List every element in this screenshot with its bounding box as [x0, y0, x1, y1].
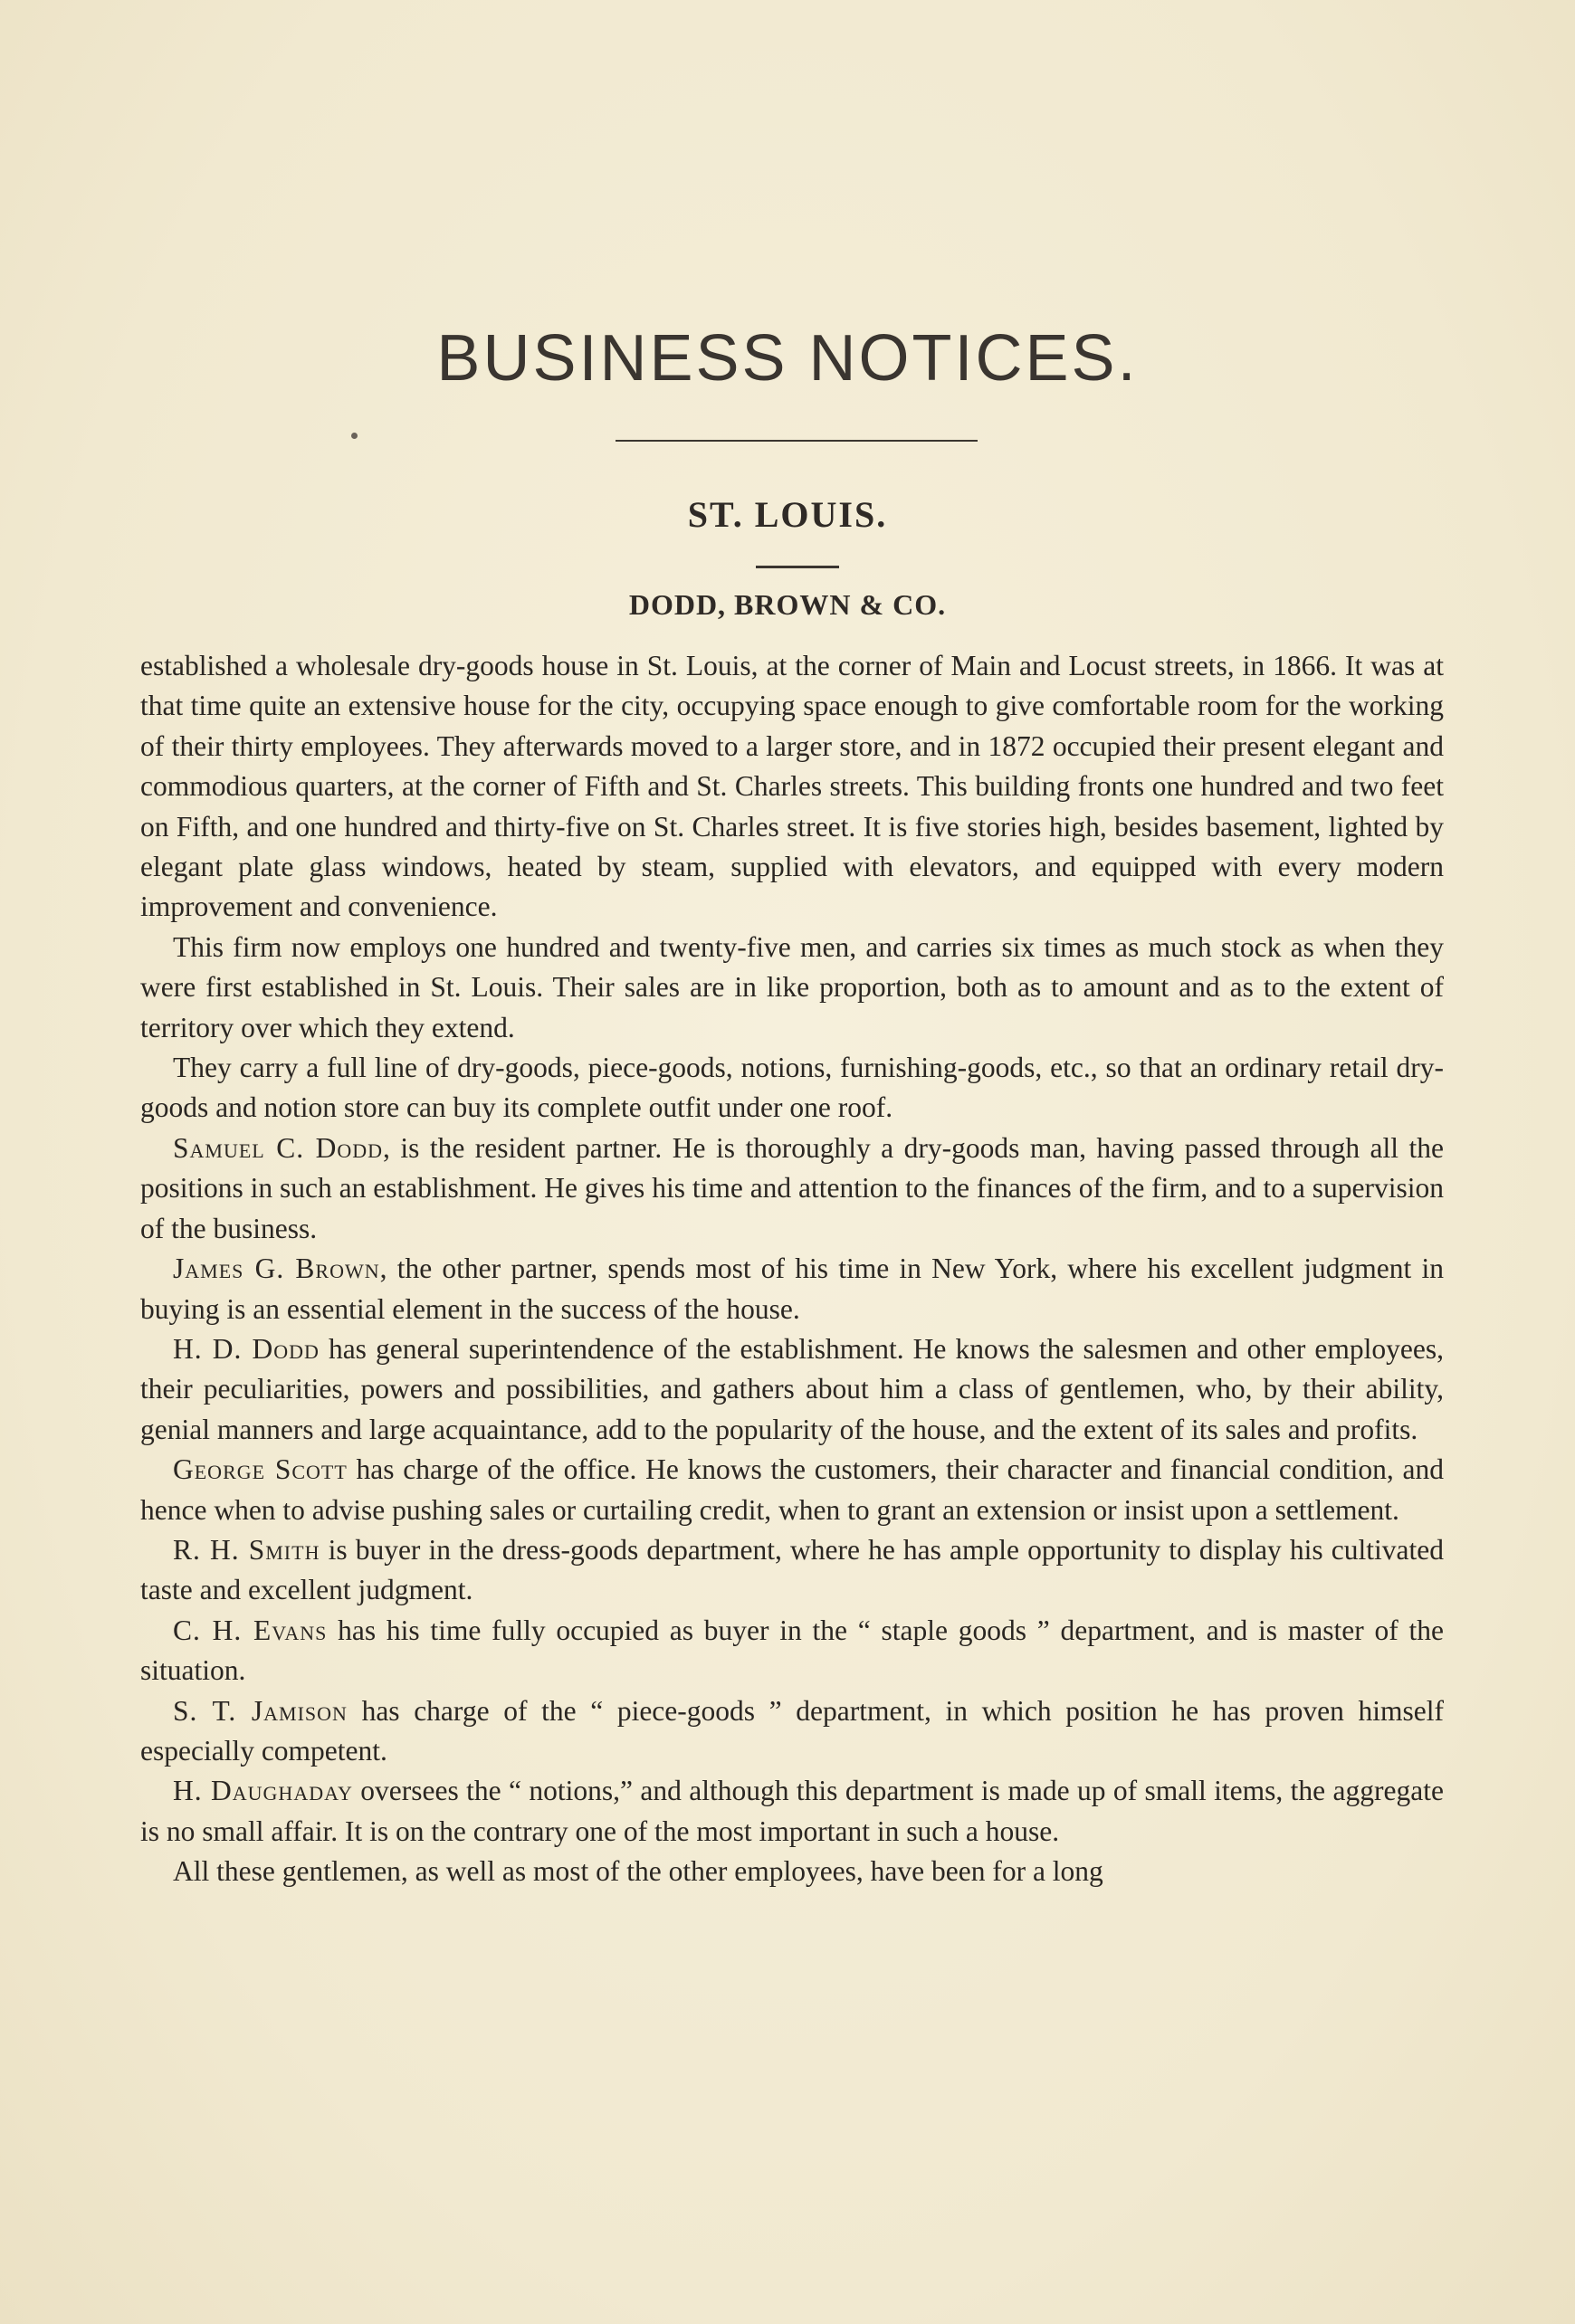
paragraph-text: , the other partner, spends most of his time in New York, where his excellent judgment in buying is an essential element in the success of the house.: [140, 1252, 1444, 1325]
paragraph-hd-dodd: [140, 1329, 1444, 1450]
article-body: [140, 646, 1444, 1892]
person-name: R. H. Smith: [173, 1533, 320, 1566]
section-heading-city: ST. LOUIS.: [687, 494, 888, 535]
paragraph-closing: All these gentlemen, as well as most of the other employees, have been for a long: [173, 1855, 1103, 1888]
paragraph-samuel-dodd: [140, 1129, 1444, 1249]
paragraph-text: has general superintendence of the establishment. He knows the salesmen and other employees, their peculiarities, powers and possibilities, and gathers about him a class of gentlemen, who, by their ability, genial manners and large acquaintance, add to the popularity of the house, and the extent of its sales and profits.: [140, 1332, 1444, 1445]
person-name: H. D. Dodd: [173, 1332, 320, 1365]
paragraph-intro-2: This firm now employs one hundred and twenty-five men, and carries six times as much stock as when they were first established in St. Louis. Their sales are in like proportion, both as to amount and as to the extent of territory over which they extend.: [140, 930, 1444, 1043]
paragraph-intro-3: They carry a full line of dry-goods, piece-goods, notions, furnishing-goods, etc., so that an ordinary retail dry-goods and notion store can buy its complete outfit under one roof.: [140, 1052, 1444, 1124]
paragraph-text: has his time fully occupied as buyer in the “ staple goods ” department, and is master of the situation.: [140, 1614, 1444, 1687]
paragraph-james-brown: [140, 1249, 1444, 1329]
person-name: George Scott: [173, 1453, 348, 1486]
paragraph-george-scott: [140, 1450, 1444, 1530]
firm-heading: DODD, BROWN & CO.: [628, 588, 947, 621]
paragraph-text: is buyer in the dress-goods department, where he has ample opportunity to display his cultivated taste and excellent judgment.: [140, 1533, 1444, 1606]
paragraph-text: oversees the “ notions,” and although this department is made up of small items, the aggregate is no small affair. It is on the contrary one of the most important in such a house.: [140, 1775, 1444, 1847]
person-name: S. T. Jamison: [173, 1694, 348, 1727]
paragraph-rh-smith: [140, 1530, 1444, 1611]
paragraph-text: has charge of the office. He knows the customers, their character and financial condition, and hence when to advise pushing sales or curtailing credit, when to grant an extension or insist upon a settlement.: [140, 1453, 1444, 1526]
title-divider: [616, 440, 978, 442]
paragraph-h-daughaday: [140, 1771, 1444, 1852]
page-title: BUSINESS NOTICES.: [436, 322, 1139, 395]
paragraph-ch-evans: [140, 1611, 1444, 1691]
paragraph-st-jamison: [140, 1691, 1444, 1772]
ink-dot: [351, 433, 358, 439]
paragraph-text: , is the resident partner. He is thoroughly a dry-goods man, having passed through all the positions in such an establishment. He gives his time and attention to the finances of the firm, and to a supervision of the business.: [140, 1131, 1444, 1244]
person-name: James G. Brown: [173, 1252, 380, 1285]
person-name: H. Daughaday: [173, 1775, 353, 1807]
paragraph-text: has charge of the “ piece-goods ” department, in which position he has proven himself especially competent.: [140, 1694, 1444, 1767]
paragraph-intro-1: established a wholesale dry-goods house in St. Louis, at the corner of Main and Locust streets, in 1866. It was at that time quite an extensive house for the city, occupying space enough to give comfortable room for the working of their thirty employees. They afterwards moved to a larger store, and in 1872 occupied their present elegant and commodious quarters, at the corner of Fifth and St. Charles streets. This building fronts one hundred and two feet on Fifth, and one hundred and thirty-five on St. Charles street. It is five stories high, besides basement, lighted by elegant plate glass windows, heated by steam, supplied with elevators, and equipped with every modern improvement and convenience.: [140, 650, 1444, 923]
person-name: C. H. Evans: [173, 1614, 328, 1646]
section-divider: [756, 566, 839, 568]
person-name: Samuel C. Dodd: [173, 1131, 383, 1164]
